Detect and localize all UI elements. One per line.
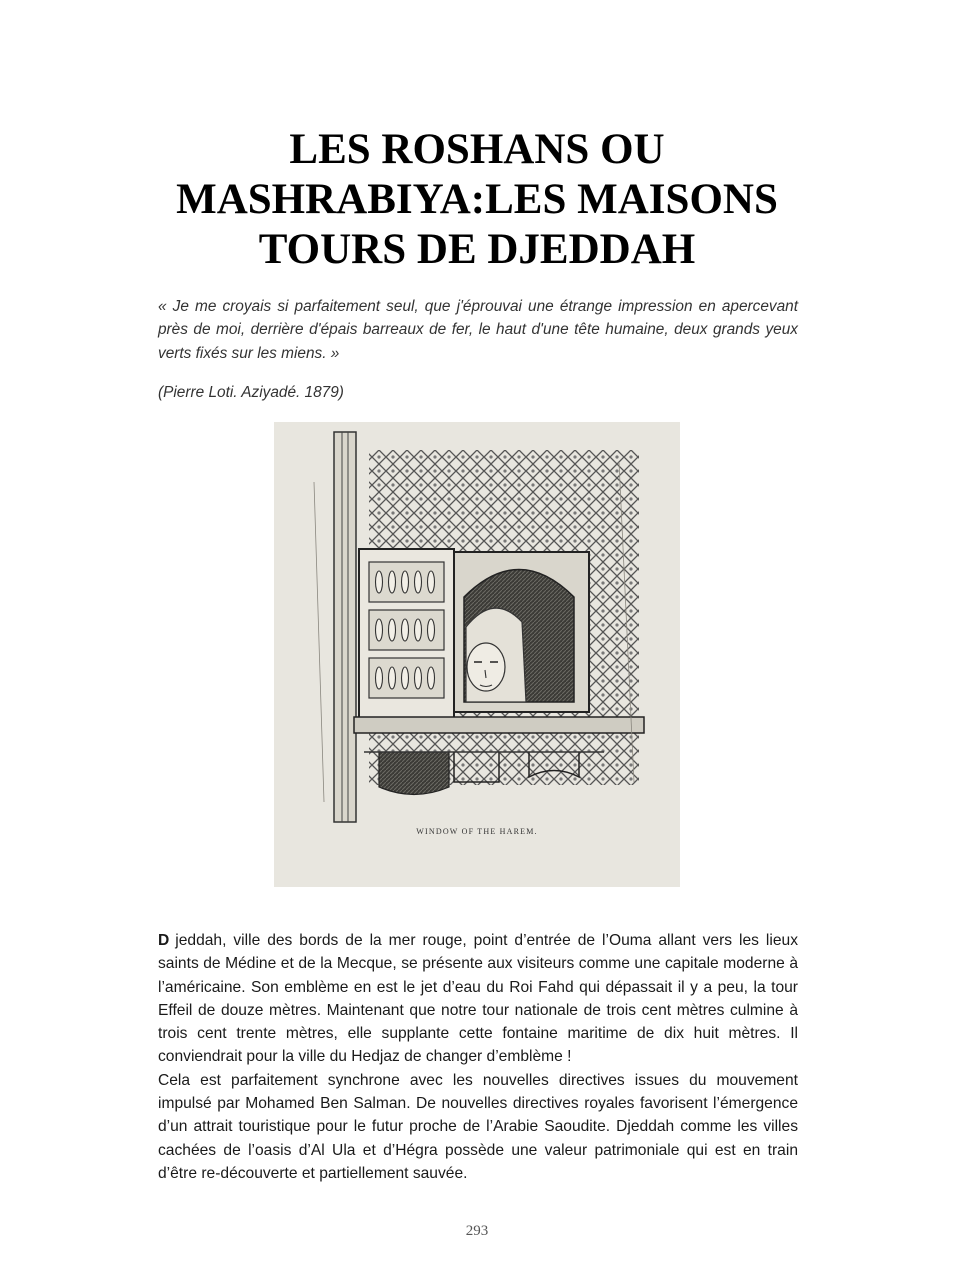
title-line-3: TOURS DE DJEDDAH xyxy=(258,226,696,273)
paragraph-2: Cela est parfaitement synchrone avec les nouvelles directives issues du mouvement impulsé par Mohamed Ben Salman. De nouvelles directives royales favorisent l’émergence d’un attrait touristique pour le futur proche de l’Arabie Saoudite. Djeddah comme les villes cachées de l’oasis d’Al Ula et d’Hégra possède une valeur patrimoniale qui est en train d’être re-découverte et partiellement sauvée. xyxy=(158,1071,798,1182)
title-line-2: MASHRABIYA:LES MAISONS xyxy=(176,176,778,223)
drop-cap: D xyxy=(158,932,170,949)
title-line-1: LES ROSHANS OU xyxy=(289,126,665,173)
figure-caption: WINDOW OF THE HAREM. xyxy=(416,827,538,836)
page-number: 293 xyxy=(465,1223,489,1239)
paragraph-1-text: jeddah, ville des bords de la mer rouge, point d’entrée de l’Ouma allant vers les lieux saints de Médine et de la Mecque, se présente aux visiteurs comme une capitale moderne à l’américaine. Son emblème en est le jet d’eau du Roi Fahd qui dépassait il y a peu, la tour Effeil de douze mètres. Maintenant que notre tour nationale de trois cent mètres culmine à trois cent trente mètres, elle supplante cette fontaine maritime de dix huit mètres. Il conviendrait pour la ville du Hedjaz de changer d’emblème ! xyxy=(158,932,798,1066)
harem-window-engraving xyxy=(274,422,680,887)
epigraph-citation: (Pierre Loti. Aziyadé. 1879) xyxy=(158,384,344,401)
body-text xyxy=(158,929,798,1185)
epigraph-quote: « Je me croyais si parfaitement seul, que j'éprouvai une étrange impression en apercevant près de moi, derrière d'épais barreaux de fer, le haut d'une tête humaine, deux grands yeux verts fixés sur les miens. » xyxy=(158,298,798,362)
paragraph-1 xyxy=(158,929,798,1069)
page-title xyxy=(130,125,824,275)
